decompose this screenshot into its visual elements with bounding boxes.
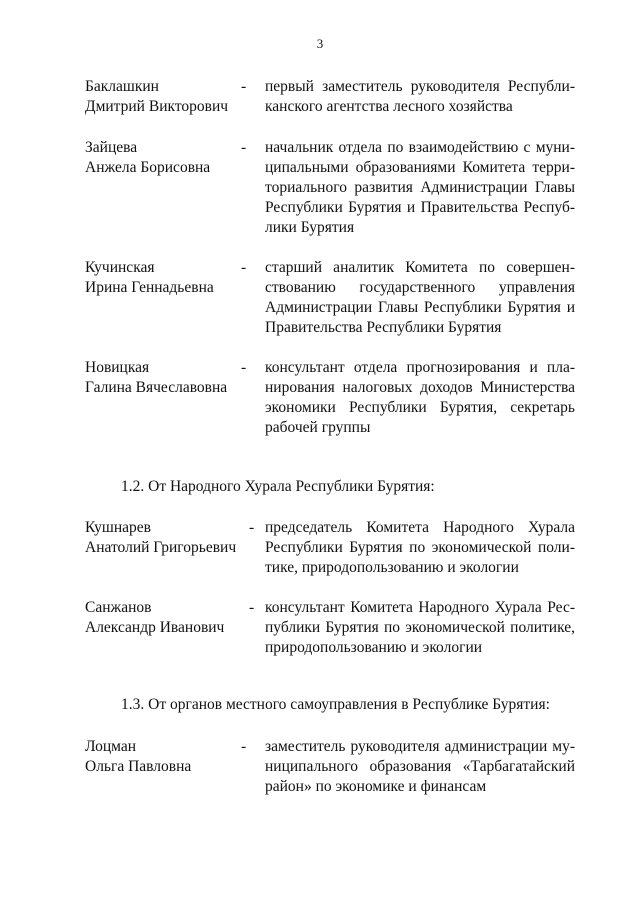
position-line: канского агентства лесного хозяйства: [265, 98, 513, 115]
section-heading: 1.3. От органов местного самоуправления в Республике Бурятия:: [121, 696, 550, 713]
member-position: [265, 258, 575, 338]
position-line: Республики Бурятия по экономической поли-: [265, 539, 575, 556]
member-position: [265, 77, 575, 117]
position-line: район» по экономике и финансам: [265, 778, 487, 795]
member-name: [85, 358, 235, 398]
member-given-names: Анжела Борисовна: [85, 159, 211, 176]
member-given-names: Ольга Павловна: [85, 758, 192, 775]
member-surname: Лоцман: [85, 738, 137, 755]
member-position: [265, 737, 575, 797]
position-line: экономики Республики Бурятия, секретарь: [265, 399, 575, 416]
member-name: [85, 518, 235, 558]
member-entry: [85, 358, 575, 488]
position-line: председатель Комитета Народного Хурала: [265, 519, 575, 536]
member-position: [265, 138, 575, 238]
position-line: старший аналитик Комитета по совершен-: [265, 259, 575, 276]
member-surname: Баклашкин: [85, 78, 159, 95]
member-surname: Санжанов: [85, 599, 152, 616]
position-line: Республики Бурятия и Правительства Респуб-: [265, 199, 575, 216]
page-number: 3: [316, 36, 324, 51]
member-name: [85, 77, 235, 117]
entry-dash: -: [241, 738, 247, 755]
member-position: [265, 358, 575, 438]
position-line: Правительства Республики Бурятия: [265, 319, 502, 336]
position-line: природопользованию и экологии: [265, 639, 483, 656]
position-line: консультант отдела прогнозирования и пла-: [265, 359, 575, 376]
entry-dash: -: [241, 139, 247, 156]
entry-dash: -: [241, 359, 247, 376]
member-given-names: Галина Вячеславовна: [85, 379, 228, 396]
member-given-names: Александр Иванович: [85, 619, 225, 636]
member-given-names: Анатолий Григорьевич: [85, 539, 237, 556]
member-given-names: Ирина Геннадьевна: [85, 279, 214, 296]
member-given-names: Дмитрий Викторович: [85, 98, 229, 115]
member-surname: Кучинская: [85, 259, 155, 276]
entry-dash: -: [241, 259, 247, 276]
position-line: ципальными образованиями Комитета терри-: [265, 159, 575, 176]
entry-dash: -: [249, 519, 255, 536]
position-line: нирования налоговых доходов Министерства: [265, 379, 575, 396]
position-line: ниципального образования «Тарбагатайский: [265, 758, 575, 775]
member-surname: Новицкая: [85, 359, 150, 376]
position-line: ториального развития Администрации Главы: [265, 179, 575, 196]
entry-dash: -: [249, 599, 255, 616]
position-line: первый заместитель руководителя Республи-: [265, 78, 575, 95]
entry-dash: -: [241, 78, 247, 95]
position-line: публики Бурятия по экономической политике,: [265, 619, 575, 636]
member-name: [85, 737, 235, 777]
member-position: [265, 598, 575, 658]
member-name: [85, 598, 235, 638]
position-line: начальник отдела по взаимодействию с муни-: [265, 139, 575, 156]
position-line: заместитель руководителя администрации му-: [265, 738, 575, 755]
section-heading: 1.2. От Народного Хурала Республики Бурятия:: [121, 478, 435, 495]
member-surname: Кушнарев: [85, 519, 151, 536]
position-line: лики Бурятия: [265, 219, 355, 236]
member-entry: [85, 138, 575, 268]
member-name: [85, 258, 235, 298]
position-line: консультант Комитета Народного Хурала Рес-: [265, 599, 575, 616]
member-name: [85, 138, 235, 178]
member-entry: [85, 737, 575, 867]
position-line: тике, природопользованию и экологии: [265, 559, 519, 576]
position-line: рабочей группы: [265, 419, 371, 436]
position-line: Администрации Главы Республики Бурятия и: [265, 299, 575, 316]
member-surname: Зайцева: [85, 139, 138, 156]
position-line: ствованию государственного управления: [265, 279, 575, 296]
member-position: [265, 518, 575, 578]
